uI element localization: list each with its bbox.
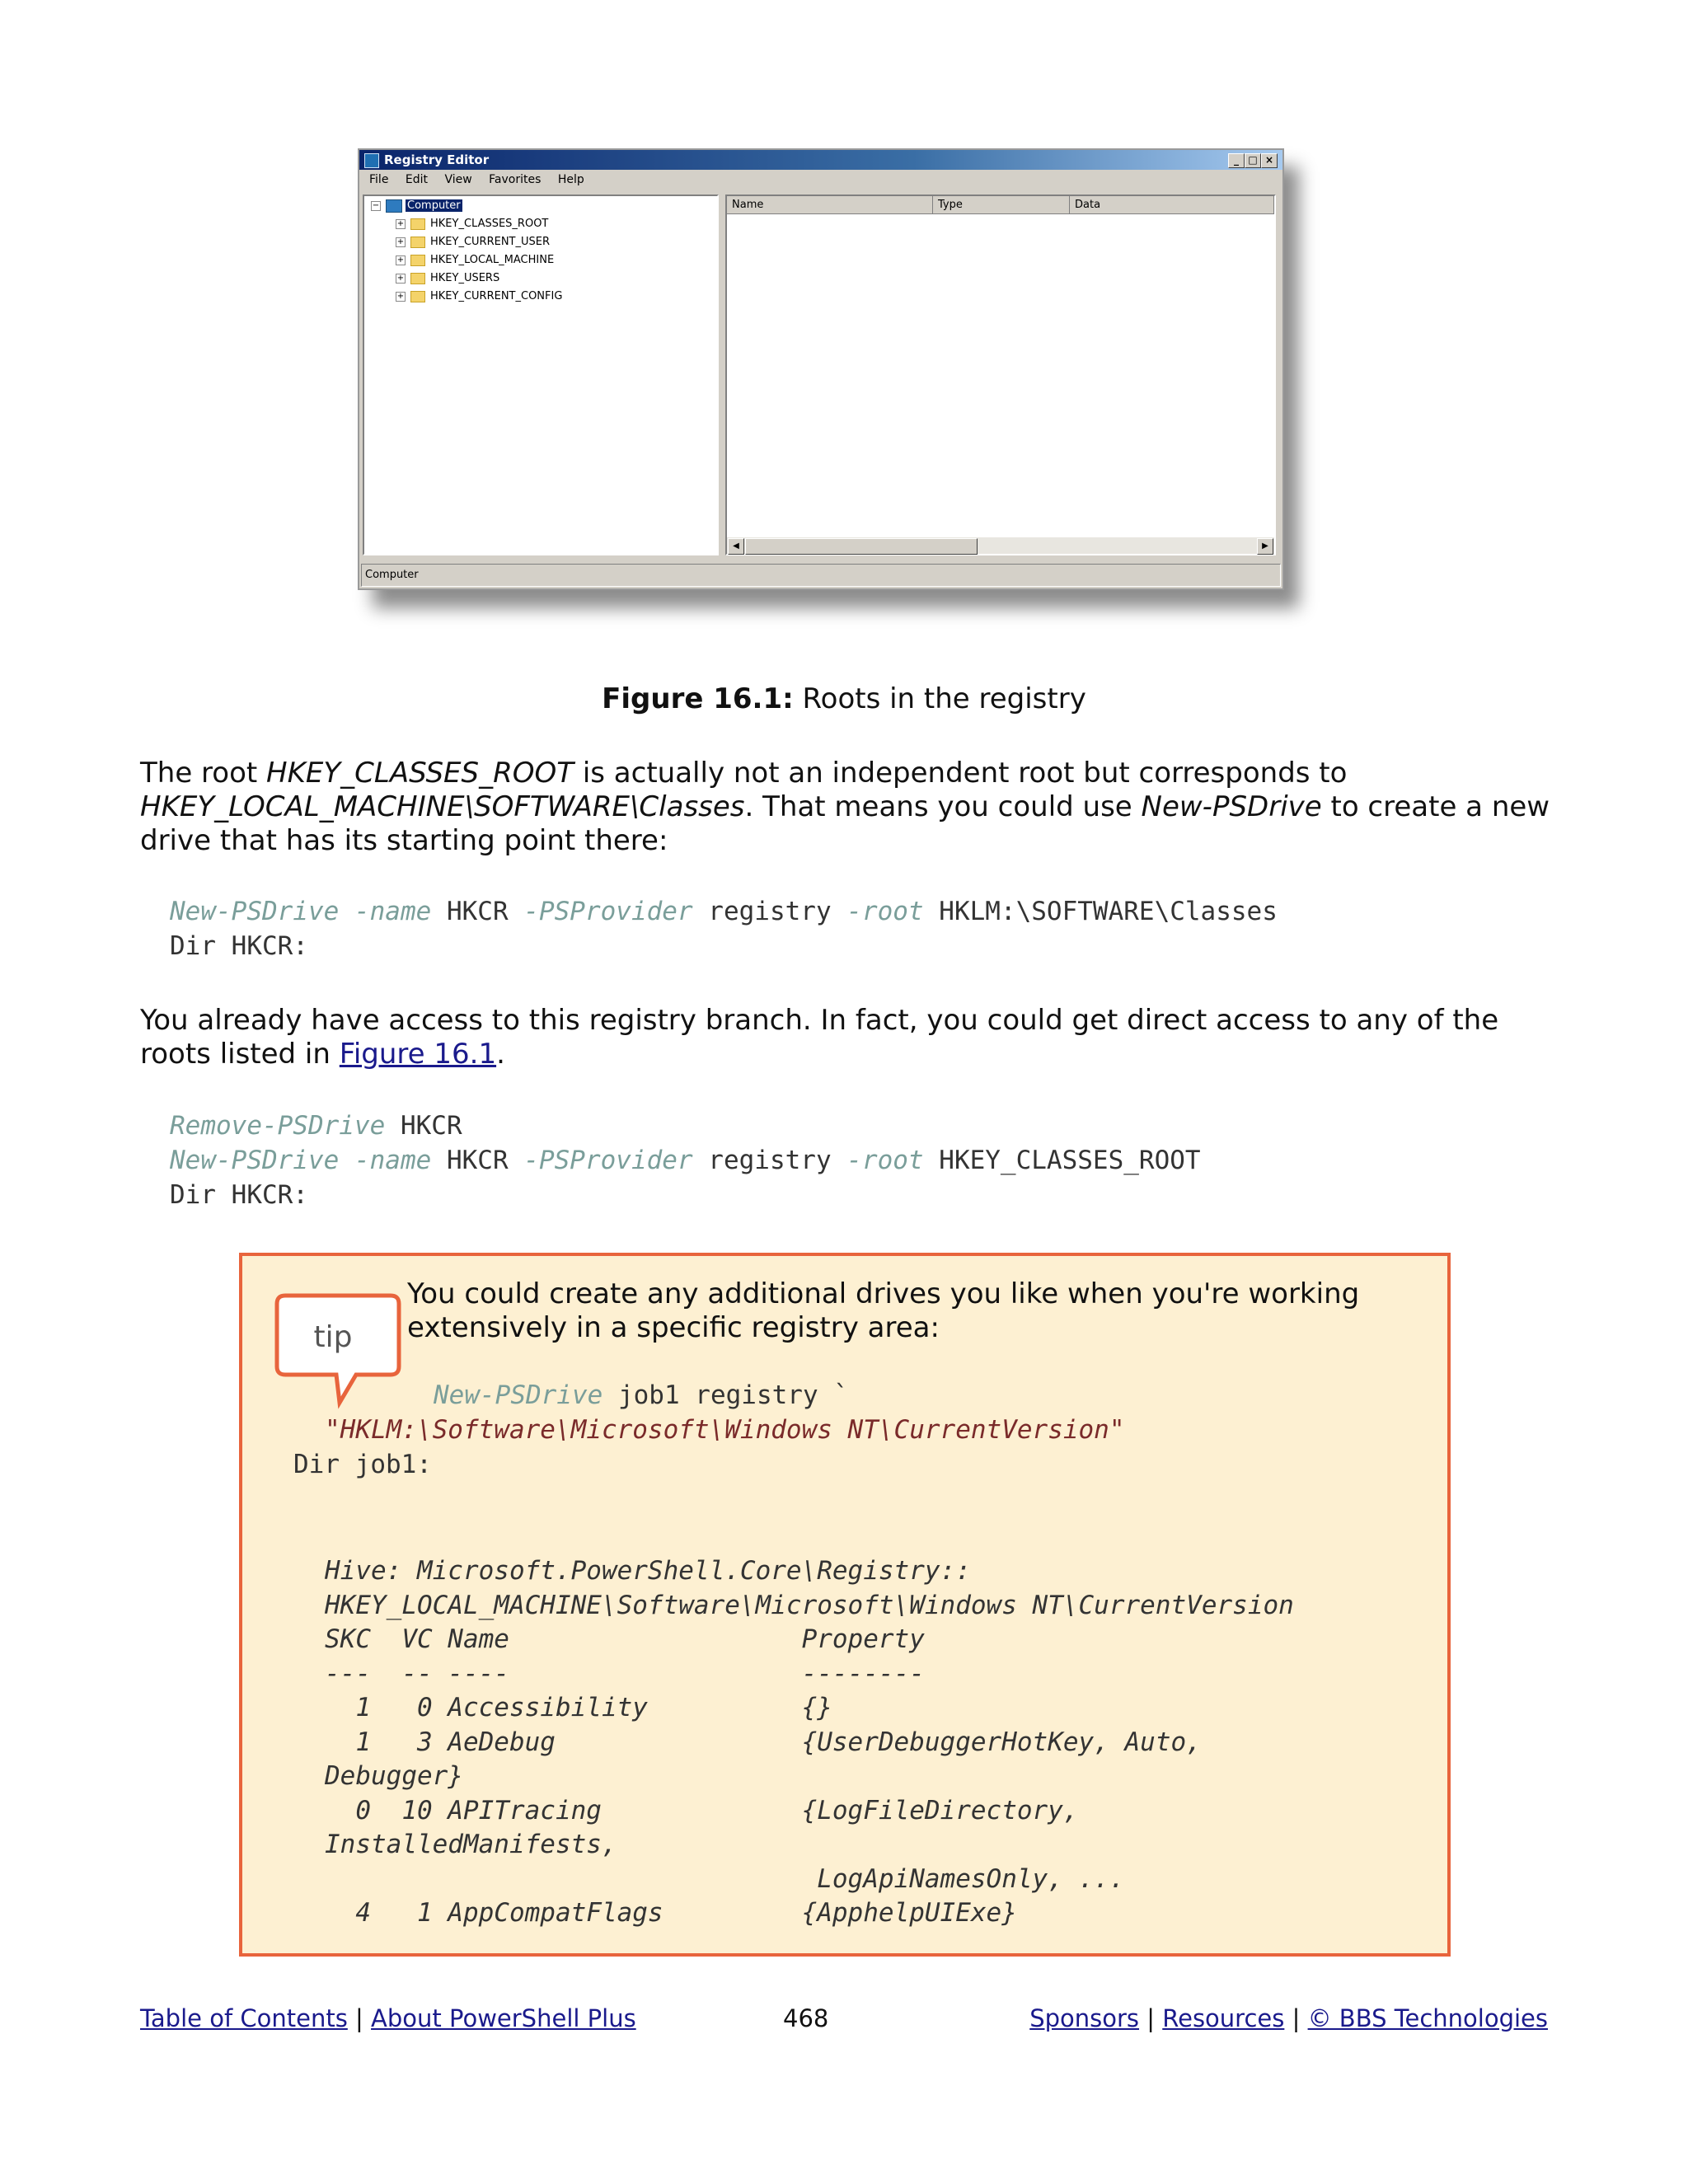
registry-title: Registry Editor xyxy=(384,152,490,167)
folder-icon xyxy=(410,255,425,266)
menu-file[interactable]: File xyxy=(369,173,389,186)
list-header xyxy=(727,196,1274,214)
tip-icon-label: tip xyxy=(313,1320,353,1354)
registry-app-icon xyxy=(364,153,379,168)
output-line: SKC VC Name Property xyxy=(325,1624,925,1654)
registry-menu-bar xyxy=(359,170,1282,190)
folder-icon xyxy=(410,291,425,302)
menu-favorites[interactable]: Favorites xyxy=(489,173,542,186)
minimize-icon[interactable]: _ xyxy=(1228,153,1245,168)
tip-output xyxy=(325,1554,1294,1931)
tree-item-computer[interactable]: − Computer xyxy=(372,199,461,212)
figure-link[interactable]: Figure 16.1 xyxy=(339,1038,497,1071)
folder-icon xyxy=(410,237,425,248)
registry-title-bar xyxy=(359,150,1282,170)
computer-icon xyxy=(386,199,402,213)
code-block-new-psdrive: New-PSDrive -name HKCR -PSProvider registry -root HKLM:\SOFTWARE\Classes Dir HKCR: xyxy=(170,897,1278,961)
tree-item-hklm[interactable]: + HKEY_LOCAL_MACHINE xyxy=(396,254,555,266)
paragraph-access: You already have access to this registry branch. In fact, you could get direct access to any of the roots listed in Figure 16.1. xyxy=(140,1004,1499,1071)
registry-editor-screenshot xyxy=(358,148,1284,590)
collapse-icon[interactable]: − xyxy=(372,200,380,210)
caption-label: Figure 16.1: xyxy=(602,682,794,715)
tip-code-line-3: Dir job1: xyxy=(293,1450,432,1479)
tree-item-hkcc[interactable]: + HKEY_CURRENT_CONFIG xyxy=(396,290,563,302)
menu-help[interactable]: Help xyxy=(557,173,584,186)
sponsors-link[interactable]: Sponsors xyxy=(1029,2004,1140,2032)
status-bar: Computer xyxy=(361,564,1281,587)
horizontal-scrollbar[interactable] xyxy=(727,537,1274,554)
maximize-icon[interactable]: □ xyxy=(1245,153,1261,168)
toc-link[interactable]: Table of Contents xyxy=(140,2004,348,2032)
output-line: HKEY_LOCAL_MACHINE\Software\Microsoft\Windows NT\CurrentVersion xyxy=(325,1590,1294,1620)
folder-icon xyxy=(410,218,425,230)
tip-box xyxy=(239,1253,1451,1957)
tip-text: You could create any additional drives you like when you're working extensively in a specific registry area: xyxy=(407,1277,1360,1344)
column-data[interactable]: Data xyxy=(1070,196,1274,214)
output-line: 1 3 AeDebug {UserDebuggerHotKey, Auto, xyxy=(325,1727,1202,1757)
column-name[interactable]: Name xyxy=(727,196,933,214)
paragraph-hkcr: The root HKEY_CLASSES_ROOT is actually not an independent root but corresponds to HKEY_LOCAL_MACHINE\SOFTWARE\Classes. That means you could use New-PSDrive to create a new drive that has its starting point there: xyxy=(140,757,1550,857)
menu-view[interactable]: View xyxy=(444,173,472,186)
registry-values-pane xyxy=(725,194,1276,555)
expand-icon[interactable]: + xyxy=(396,273,405,283)
column-type[interactable]: Type xyxy=(933,196,1070,214)
menu-edit[interactable]: Edit xyxy=(405,173,429,186)
tip-code-line-1: New-PSDrive job1 registry ` xyxy=(434,1380,849,1410)
expand-icon[interactable]: + xyxy=(396,218,405,228)
scroll-left-icon[interactable]: ◀ xyxy=(728,538,744,555)
code-block-remove-psdrive: Remove-PSDrive HKCR New-PSDrive -name HKCR -PSProvider registry -root HKEY_CLASSES_ROOT Dir HKCR: xyxy=(170,1111,1201,1210)
output-line: InstalledManifests, xyxy=(325,1830,617,1859)
tree-item-hkcu[interactable]: + HKEY_CURRENT_USER xyxy=(396,236,551,248)
about-link[interactable]: About PowerShell Plus xyxy=(371,2004,636,2032)
tip-icon xyxy=(274,1292,402,1416)
output-line: LogApiNamesOnly, ... xyxy=(325,1863,1125,1894)
output-line: --- -- ---- -------- xyxy=(325,1658,925,1689)
registry-tree-pane xyxy=(363,194,719,555)
folder-icon xyxy=(410,273,425,284)
figure-caption xyxy=(0,682,1688,715)
expand-icon[interactable]: + xyxy=(396,237,405,246)
expand-icon[interactable]: + xyxy=(396,291,405,301)
resources-link[interactable]: Resources xyxy=(1162,2004,1285,2032)
page-number: 468 xyxy=(783,2004,829,2032)
tree-item-hkcr[interactable]: + HKEY_CLASSES_ROOT xyxy=(396,218,549,230)
tree-item-hku[interactable]: + HKEY_USERS xyxy=(396,272,500,284)
scroll-thumb[interactable] xyxy=(745,538,978,555)
caption-text: Roots in the registry xyxy=(802,682,1086,715)
scroll-right-icon[interactable]: ▶ xyxy=(1257,538,1273,555)
output-line: 0 10 APITracing {LogFileDirectory, xyxy=(325,1795,1079,1825)
expand-icon[interactable]: + xyxy=(396,255,405,265)
copyright-link[interactable]: © BBS Technologies xyxy=(1307,2004,1548,2032)
close-icon[interactable]: × xyxy=(1261,153,1278,168)
output-line: 4 1 AppCompatFlags {ApphelpUIExe} xyxy=(325,1898,1017,1928)
footer-right: Sponsors | Resources | © BBS Technologies xyxy=(1029,2004,1548,2032)
footer-left: Table of Contents | About PowerShell Plus xyxy=(140,2004,636,2032)
output-line: 1 0 Accessibility {} xyxy=(325,1693,832,1722)
output-line: Hive: Microsoft.PowerShell.Core\Registry:: xyxy=(325,1556,971,1586)
output-line: Debugger} xyxy=(325,1761,463,1791)
tip-code-line-2: "HKLM:\Software\Microsoft\Windows NT\CurrentVersion" xyxy=(325,1415,1125,1445)
